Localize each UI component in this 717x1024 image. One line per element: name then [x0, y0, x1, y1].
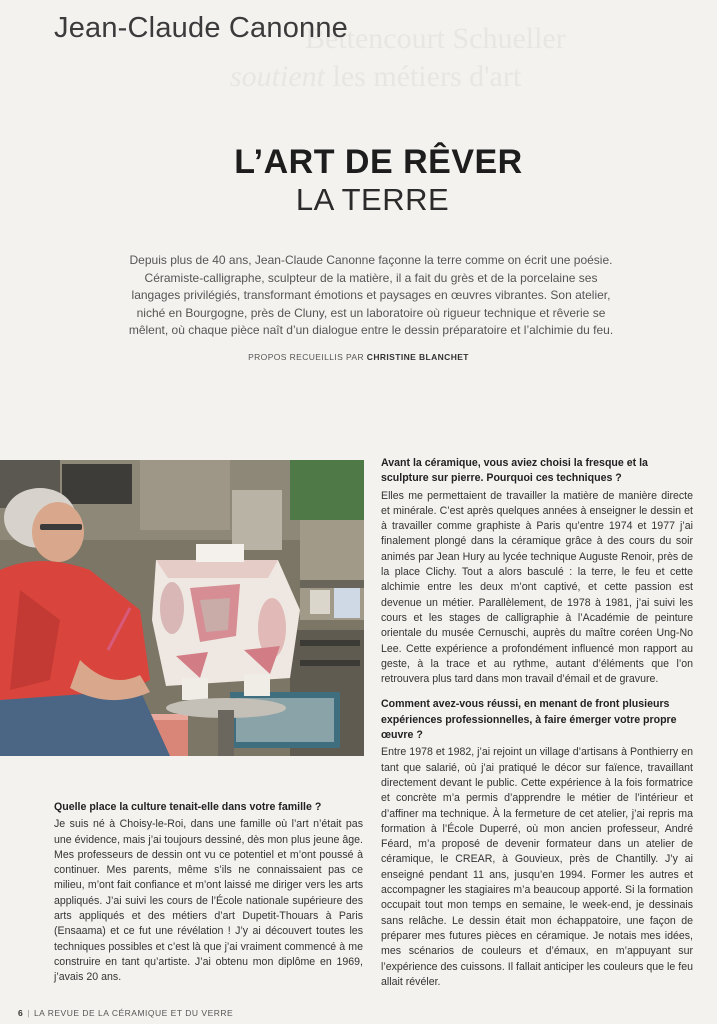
- watermark-italic: soutient: [230, 60, 325, 93]
- title-line-2: LA TERRE: [295, 182, 450, 217]
- artist-name-header: Jean-Claude Canonne: [54, 12, 349, 44]
- byline: [0, 352, 717, 362]
- question-2: Comment avez-vous réussi, en menant de front plusieurs expériences professionnelles, à faire émerger votre propre œuvre ?: [381, 698, 677, 742]
- page-number: 6: [18, 1008, 24, 1018]
- byline-prefix: PROPOS RECUEILLIS PAR: [248, 352, 367, 362]
- interview-column-left: [54, 800, 363, 996]
- watermark-line-1: Bettencourt Schueller: [305, 22, 566, 55]
- article-title: [0, 142, 717, 218]
- question-3: Quelle place la culture tenait-elle dans votre famille ?: [54, 801, 322, 813]
- watermark-line-2: [230, 58, 700, 96]
- artist-workshop-photo: [0, 460, 364, 756]
- question-1: Avant la céramique, vous aviez choisi la fresque et la sculpture sur pierre. Pourquoi ces techniques ?: [381, 457, 648, 485]
- page-footer: [18, 1008, 233, 1018]
- title-line-1: L’ART DE RÊVER: [234, 143, 523, 181]
- watermark-rest: les métiers d'art: [325, 60, 522, 93]
- article-intro: Depuis plus de 40 ans, Jean-Claude Canonne façonne la terre comme on écrit une poésie. Céramiste-calligraphe, sculpteur de la matière, il a fait du grès et de la porcelaine ses langages privilégiés, transformant émotions et paysages en œuvres vibrantes. Son atelier, niché en Bourgogne, près de Cluny, est un laboratoire où rigueur technique et rêverie se mêlent, où chaque pièce naît d’un dialogue entre le dessin préparatoire et l’alchimie du feu.: [128, 253, 614, 337]
- magazine-title: LA REVUE DE LA CÉRAMIQUE ET DU VERRE: [33, 1008, 234, 1018]
- footer-separator: |: [27, 1008, 30, 1018]
- answer-3: Je suis né à Choisy-le-Roi, dans une famille où l’art n’était pas une évidence, mais j’ai toujours dessiné, dès mon plus jeune âge. Mes professeurs de dessin ont vu ce potentiel et m’ont poussé à continuer. Mes parents, même s’ils ne connaissaient pas ce milieu, m’ont fait confiance et m’ont laissé me diriger vers les arts appliqués. J’ai suivi les cours de l’École nationale supérieure des arts appliqués et des métiers d’art Dupetit-Thouars à Paris (Ensaama) et ce fut une révélation ! J’y ai découvert toutes les techniques possibles et c’est là que j’ai vraiment commencé à me construire en tant qu’artiste. J’ai obtenu mon diplôme en 1969, j’avais 20 ans.: [54, 818, 363, 984]
- answer-2: Entre 1978 et 1982, j’ai rejoint un village d’artisans à Ponthierry en tant que salarié, où j’ai pratiqué le décor sur faïence, travaillant directement devant le public. Cette expérience à la fois formatrice et concrète m’a permis d’apprendre le métier de l’intérieur et d’affiner ma technique. À la fermeture de cet atelier, j’ai repris ma formation à l’École Duperré, où mon ancien professeur, André Féard, m’a proposé de devenir formateur dans un atelier de céramique, le CREAR, à Gouvieux, près de Chantilly. J’y ai enseigné pendant 11 ans, jusqu’en 1994. Former les autres et accompagner les stagiaires m’a beaucoup apporté. Si la formation occupait tout mon temps en semaine, le week-end, je dessinais sans relâche. Le dessin était mon échappatoire, une façon de préparer mes futures pièces en céramique. Je notais mes idées, mes scénarios de couleurs et d’émaux, en m’appuyant sur l’expérience des cuissons. Il fallait anticiper les couleurs que le feu allait révéler.: [381, 746, 693, 988]
- byline-author: CHRISTINE BLANCHET: [366, 352, 469, 362]
- answer-1: Elles me permettaient de travailler la matière de manière directe et minérale. C’est après quelques années à enseigner le dessin et à travailler comme graphiste à Paris qu’entre 1974 et 1977 j’ai finalement plongé dans la céramique grâce à des cours du soir animés par Jean Hury au lycée technique Auguste Renoir, près de la place Clichy. Tout a alors basculé : la terre, le feu et cette alchimie entre les deux m’ont captivé, et cette passion est devenue un métier. Parallèlement, de 1978 à 1981, j’ai suivi les cours et les stages de calligraphie à l’Académie de peinture orientale du musée Cernuschi, auprès du maître coréen Ung-No Lee. Cette expérience a profondément influencé mon rapport au geste, à la trace et au rythme, autant d’éléments que l’on retrouvera plus tard dans mon travail d’émail et de gravure.: [381, 489, 693, 686]
- interview-column-right: [381, 456, 693, 1000]
